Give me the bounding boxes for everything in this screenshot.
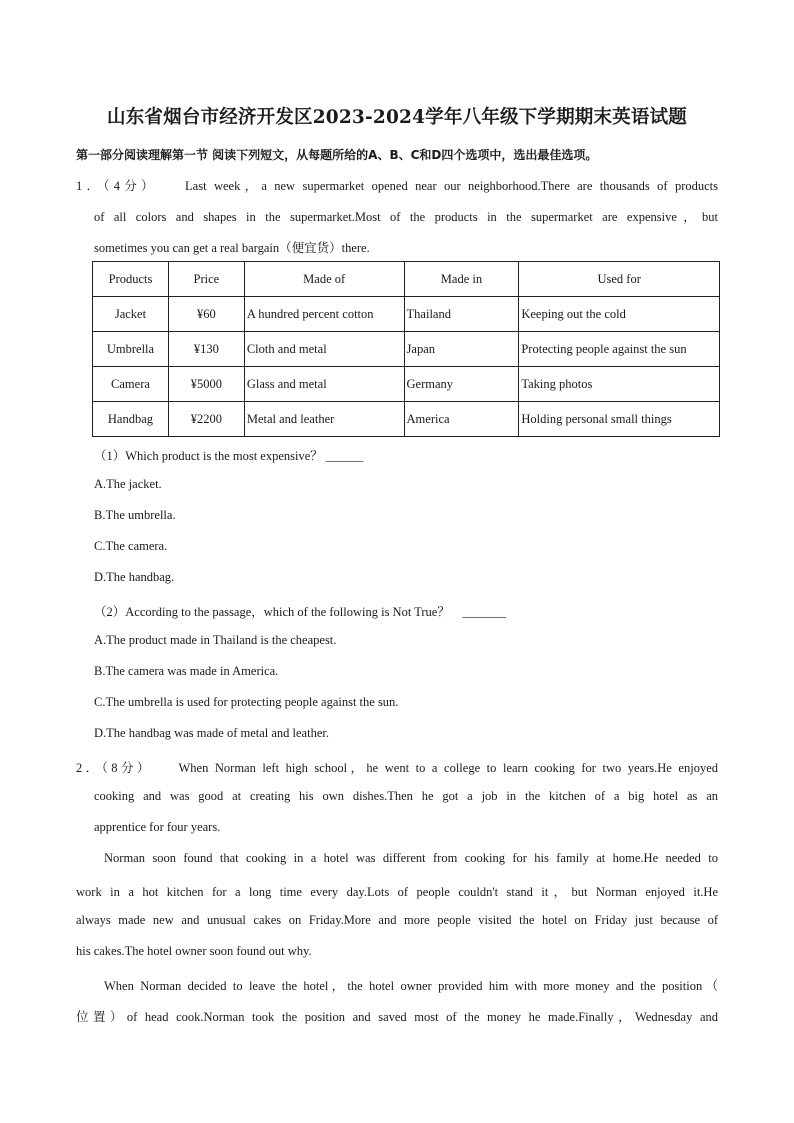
products-table bbox=[92, 261, 720, 437]
q1-sub1-option-a[interactable]: A.The jacket. bbox=[94, 477, 162, 491]
q2-para2-text-1: Norman soon found that cooking in a hotel was different from cooking for his family at home.He needed to bbox=[104, 851, 718, 865]
q1-sub1-option-c[interactable]: C.The camera. bbox=[94, 539, 168, 553]
q2-para3-line-1 bbox=[104, 976, 718, 994]
q1-text-2: of all colors and shapes in the supermarket.Most of the products in the supermarket are expensive，but bbox=[94, 210, 718, 224]
q1-line-1 bbox=[76, 176, 718, 194]
table-cell: Handbag bbox=[93, 402, 169, 437]
table-cell: Germany bbox=[404, 367, 519, 402]
q2-para2-line-4: his cakes.The hotel owner soon found out why. bbox=[76, 944, 312, 958]
table-header-row bbox=[93, 262, 720, 297]
table-cell: Holding personal small things bbox=[519, 402, 720, 437]
q1-sub1-option-d[interactable]: D.The handbag. bbox=[94, 570, 175, 584]
header-made-of: Made of bbox=[244, 262, 404, 297]
table-cell: Metal and leather bbox=[244, 402, 404, 437]
table-cell: Umbrella bbox=[93, 332, 169, 367]
table-cell: ¥60 bbox=[168, 297, 244, 332]
q1-line-3: sometimes you can get a real bargain（便宜货）there. bbox=[94, 241, 370, 255]
q2-para2-line-2 bbox=[76, 882, 718, 900]
q1-sub2-option-d[interactable]: D.The handbag was made of metal and leather. bbox=[94, 726, 329, 740]
table-row bbox=[93, 332, 720, 367]
table-row bbox=[93, 297, 720, 332]
q1-sub1-option-b[interactable]: B.The umbrella. bbox=[94, 508, 176, 522]
table-cell: Glass and metal bbox=[244, 367, 404, 402]
q2-para2-line-3 bbox=[76, 913, 718, 928]
table-cell: Cloth and metal bbox=[244, 332, 404, 367]
q2-para2-text-3: always made new and unusual cakes on Friday.More and more people visited the hotel on Friday just because of bbox=[76, 913, 718, 927]
table-cell: A hundred percent cotton bbox=[244, 297, 404, 332]
header-used-for: Used for bbox=[519, 262, 720, 297]
table-cell: ¥130 bbox=[168, 332, 244, 367]
q2-para2-line-1 bbox=[104, 851, 718, 866]
header-price: Price bbox=[168, 262, 244, 297]
header-made-in: Made in bbox=[404, 262, 519, 297]
section-heading: 第一部分阅读理解第一节 阅读下列短文，从每题所给的A、B、C和D四个选项中，选出最佳选项。 bbox=[76, 148, 598, 162]
q2-para3-text-2: 位置）of head cook.Norman took the position and saved most of the money he made.Finally，Wednesday and bbox=[76, 1010, 718, 1024]
table-cell: Jacket bbox=[93, 297, 169, 332]
q1-sub2-option-b[interactable]: B.The camera was made in America. bbox=[94, 664, 279, 678]
q2-line-3: apprentice for four years. bbox=[94, 820, 221, 834]
table-cell: Taking photos bbox=[519, 367, 720, 402]
q2-line-2 bbox=[94, 789, 718, 804]
q2-para3-line-2 bbox=[76, 1007, 718, 1025]
q2-line-1 bbox=[76, 758, 718, 776]
q1-text-1: 1．（4分） Last week，a new supermarket opened near our neighborhood.There are thousands of products bbox=[76, 179, 718, 193]
q2-para3-text-1: When Norman decided to leave the hotel，the hotel owner provided him with more money and the position（ bbox=[104, 979, 718, 993]
q1-line-2 bbox=[94, 207, 718, 225]
q2-para2-text-2: work in a hot kitchen for a long time every day.Lots of people couldn't stand it，but Norman enjoyed it.He bbox=[76, 885, 718, 899]
table-cell: America bbox=[404, 402, 519, 437]
q1-sub2-option-a[interactable]: A.The product made in Thailand is the cheapest. bbox=[94, 633, 337, 647]
table-row bbox=[93, 402, 720, 437]
table-cell: Protecting people against the sun bbox=[519, 332, 720, 367]
table-cell: ¥2200 bbox=[168, 402, 244, 437]
q1-sub2-question: （2）According to the passage，which of the following is Not True？ _______ bbox=[94, 605, 507, 619]
q1-sub1-question: （1）Which product is the most expensive？ ______ bbox=[94, 449, 364, 463]
table-cell: Keeping out the cold bbox=[519, 297, 720, 332]
q2-text-2: cooking and was good at creating his own dishes.Then he got a job in the kitchen of a big hotel as an bbox=[94, 789, 718, 803]
q1-sub2-option-c[interactable]: C.The umbrella is used for protecting people against the sun. bbox=[94, 695, 399, 709]
table-row bbox=[93, 367, 720, 402]
table-cell: Thailand bbox=[404, 297, 519, 332]
table-cell: ¥5000 bbox=[168, 367, 244, 402]
table-cell: Camera bbox=[93, 367, 169, 402]
page-title: 山东省烟台市经济开发区2023-2024学年八年级下学期期末英语试题 bbox=[107, 107, 687, 128]
table-cell: Japan bbox=[404, 332, 519, 367]
q2-text-1: 2．（8分） When Norman left high school，he went to a college to learn cooking for two years.He enjoyed bbox=[76, 761, 718, 775]
header-products: Products bbox=[93, 262, 169, 297]
